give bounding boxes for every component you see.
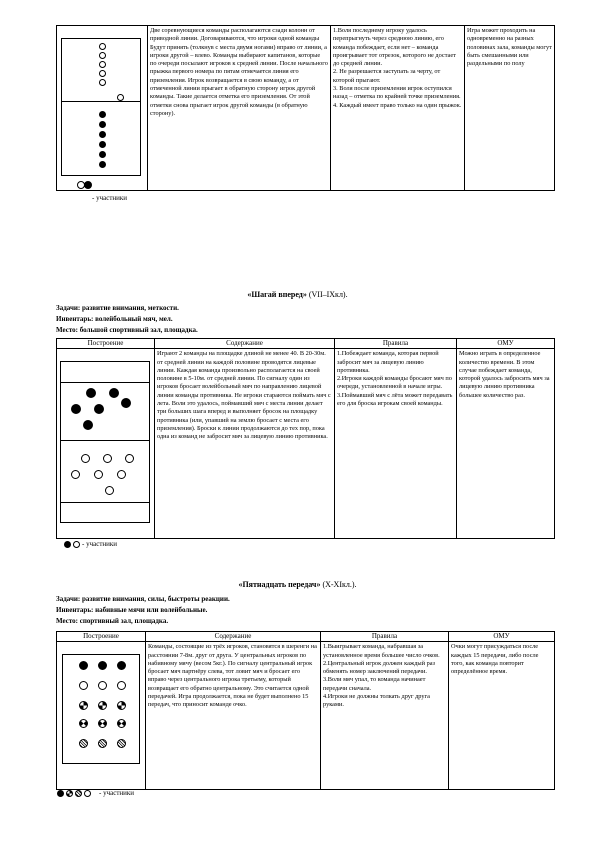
rule-item: 1.Воля последнему игроку удалось перепрыгнуть через среднюю линию, его команда побеждает, если нет – команда проигрывает тот отрезок, которого не достает до средней линии.	[333, 27, 456, 68]
player-white	[94, 470, 103, 479]
rule-item: 3. Воля после приземления игрок оступился назад – отметка по крайней точке приземления.	[333, 85, 461, 101]
legend-label: - участники	[99, 789, 135, 797]
player-black	[99, 161, 106, 168]
game2-place: Место: большой спортивный зал, площадка.	[56, 326, 198, 334]
rule-item: 1.Выигрывает команда, набравшая за установленное время большее число очков.	[323, 643, 440, 659]
game2-content: Играют 2 команды на площадке длиной не менее 40. В 20-30м. от средней линии на каждой половине проводятся лицевые линии. Каждая команда произвольно располагается на своей половине в 5-10м. от средней линии. По сигналу один из игроков бросает волейбольный мяч по направлению лицевой линии команды противника. Не игроки стараются поймать мяч с лета. Воли это удалось, поймавший мяч с места линии делает три больших шага вперед и выполняет бросок на площадку противника (или, упавший на землю бросает с места его приземления). Броски к линии продолжаются до тех пор, пока одна из команд не забросит мяч за лицевую линию противника.	[155, 349, 335, 539]
player-black	[86, 388, 96, 398]
player-white	[117, 470, 126, 479]
player-black	[71, 404, 81, 414]
game1-table	[56, 25, 555, 191]
middle-line	[61, 440, 149, 441]
game2-name: «Шагай вперед»	[247, 290, 307, 299]
player-black	[83, 420, 93, 430]
player-black	[99, 111, 106, 118]
middle-line	[62, 101, 140, 102]
rule-item: 2.Игроки каждой команды бросают мяч по очереди, установленной в начале игры.	[337, 375, 452, 391]
player-white	[99, 52, 106, 59]
rule-item: 4.Игроки не должны толкать друг друга руками.	[323, 693, 430, 709]
front-line-bottom	[61, 502, 149, 503]
game3-place: Место: спортивный зал, площадка.	[56, 617, 169, 625]
legend-black-dot	[57, 790, 64, 797]
rule-item: 2.Центральный игрок должен каждый раз обменять номер заключений передачи.	[323, 659, 436, 676]
rule-item: 1.Побеждает команда, которая первой забросит мяч за лицевую линию противника.	[337, 350, 439, 374]
player-hatched	[117, 739, 126, 748]
player-black	[98, 661, 107, 670]
legend-black-dot	[84, 181, 92, 189]
player-black	[109, 388, 119, 398]
game2-field	[60, 361, 150, 523]
game2-task: Задачи: развитие внимания, меткости.	[56, 304, 179, 312]
player-white	[103, 454, 112, 463]
header-omu: ОМУ	[449, 632, 555, 642]
game2-legend	[64, 540, 117, 548]
player-black	[121, 398, 131, 408]
player-white	[117, 94, 124, 101]
game2-inventory: Инвентарь: волейбольный мяч, мел.	[56, 315, 173, 323]
game1-rules	[331, 26, 465, 191]
player-black	[99, 151, 106, 158]
player-checkered	[117, 701, 126, 710]
game3-table	[56, 631, 555, 790]
legend-white-dot	[84, 790, 91, 797]
player-checkered	[96, 717, 109, 730]
game2-title	[0, 290, 595, 299]
game3-inventory: Инвентарь: набивные мячи или волейбольные.	[56, 606, 208, 614]
game3-task: Задачи: развитие внимания, силы, быстроты реакции.	[56, 595, 230, 603]
legend-hatch-dot	[75, 790, 82, 797]
game2-omu: Можно играть в определенное количество времени. В этом случае побеждает команда, которой удалось забросить мяч за лицевую линию противника большее количество раз.	[457, 349, 555, 539]
header-content: Содержание	[155, 339, 335, 349]
header-construction: Построение	[57, 339, 155, 349]
header-construction: Построение	[57, 632, 146, 642]
game2-classes: (VII–IХкл).	[308, 290, 348, 299]
game3-title	[0, 580, 595, 589]
player-black	[99, 121, 106, 128]
player-white	[99, 70, 106, 77]
player-checkered	[79, 701, 88, 710]
game3-rules	[321, 642, 449, 790]
game1-omu: Игра может проходить на одновременно на разных половинах зала, команды могут быть смешанными или раздельными по полу	[465, 26, 555, 191]
game3-classes: (Х-ХIкл.).	[322, 580, 357, 589]
game3-name: «Пятнадцать передач»	[238, 580, 321, 589]
header-rules: Правила	[321, 632, 449, 642]
player-white	[81, 454, 90, 463]
player-black	[117, 661, 126, 670]
player-white	[71, 470, 80, 479]
player-black	[79, 661, 88, 670]
player-white	[105, 486, 114, 495]
player-white	[117, 681, 126, 690]
game1-content: Две соревнующиеся команды располагаются сзади колонн от приводной линии. Договариваются, что игроки одной команды Будут принять (толкнув с места двумя ногами) вправо от линии, а игроки другой – влево. Команды выбирают капитанов, которые по очереди посылают игроков к средней линии. После начального прыжка первого номера по пятам отмечается линия его приземления. Игрок возвращается в свою команду, а от отмеченной линии прыгает в обратную сторону игрок другой команды. Такие делается отметка его приземления. От этой отметки снова прыгает игрок другой команды (в обратную сторону).	[148, 26, 331, 191]
game2-diagram-cell	[57, 349, 155, 539]
rule-item: 3.Воли мяч упал, то команда начинает передачи сначала.	[323, 676, 426, 692]
player-checkered	[115, 717, 128, 730]
player-checkered	[77, 717, 90, 730]
player-checkered	[98, 701, 107, 710]
legend-black-dot	[64, 541, 71, 548]
player-hatched	[98, 739, 107, 748]
legend-label: - участники	[82, 540, 118, 548]
legend-label: - участники	[92, 194, 128, 202]
player-white	[99, 79, 106, 86]
player-black	[99, 131, 106, 138]
game2-rules	[335, 349, 457, 539]
legend-white-dot	[73, 541, 80, 548]
game1-field	[61, 38, 141, 176]
game3-content: Команды, состоящие из трёх игроков, становятся в шеренги на расстоянии 7-8м. друг от друга. У центральных игроков по набивному мячу (весом 5кг.). По сигналу центральный игрок бросает мяч партнёру слева, тот ловит мяч и бросает его вправо через центрального игрока третьему, который возвращает его обратно центральному. Это считается одной передачей. Игра продолжается, пока не будет выполнено 15 передач, что приносит команде очко.	[146, 642, 321, 790]
player-white	[99, 61, 106, 68]
game1-diagram-cell	[57, 26, 148, 191]
header-rules: Правила	[335, 339, 457, 349]
game2-table	[56, 338, 555, 539]
front-line-top	[61, 382, 149, 383]
header-content: Содержание	[146, 632, 321, 642]
legend-quad-dot	[66, 790, 73, 797]
player-white	[99, 43, 106, 50]
player-white	[125, 454, 134, 463]
player-white	[79, 681, 88, 690]
game3-diagram-cell	[57, 642, 146, 790]
player-white	[98, 681, 107, 690]
game3-field	[62, 654, 140, 764]
player-hatched	[79, 739, 88, 748]
rule-item: 3.Поймавший мяч с лёта может передавать его для броска игрокам своей команды.	[337, 391, 453, 408]
game3-legend	[57, 789, 134, 797]
player-black	[94, 404, 104, 414]
header-omu: ОМУ	[457, 339, 555, 349]
rule-item: 2. Не разрешается заступать за черту, от которой прыгают.	[333, 68, 441, 84]
rule-item: 4. Каждый имеет право только на один прыжок.	[333, 101, 462, 109]
game1-legend	[92, 194, 127, 202]
player-black	[99, 141, 106, 148]
game3-omu: Очки могут присуждаться после каждых 15 передачи, либо после того, как команда повторит определённое время.	[449, 642, 555, 790]
